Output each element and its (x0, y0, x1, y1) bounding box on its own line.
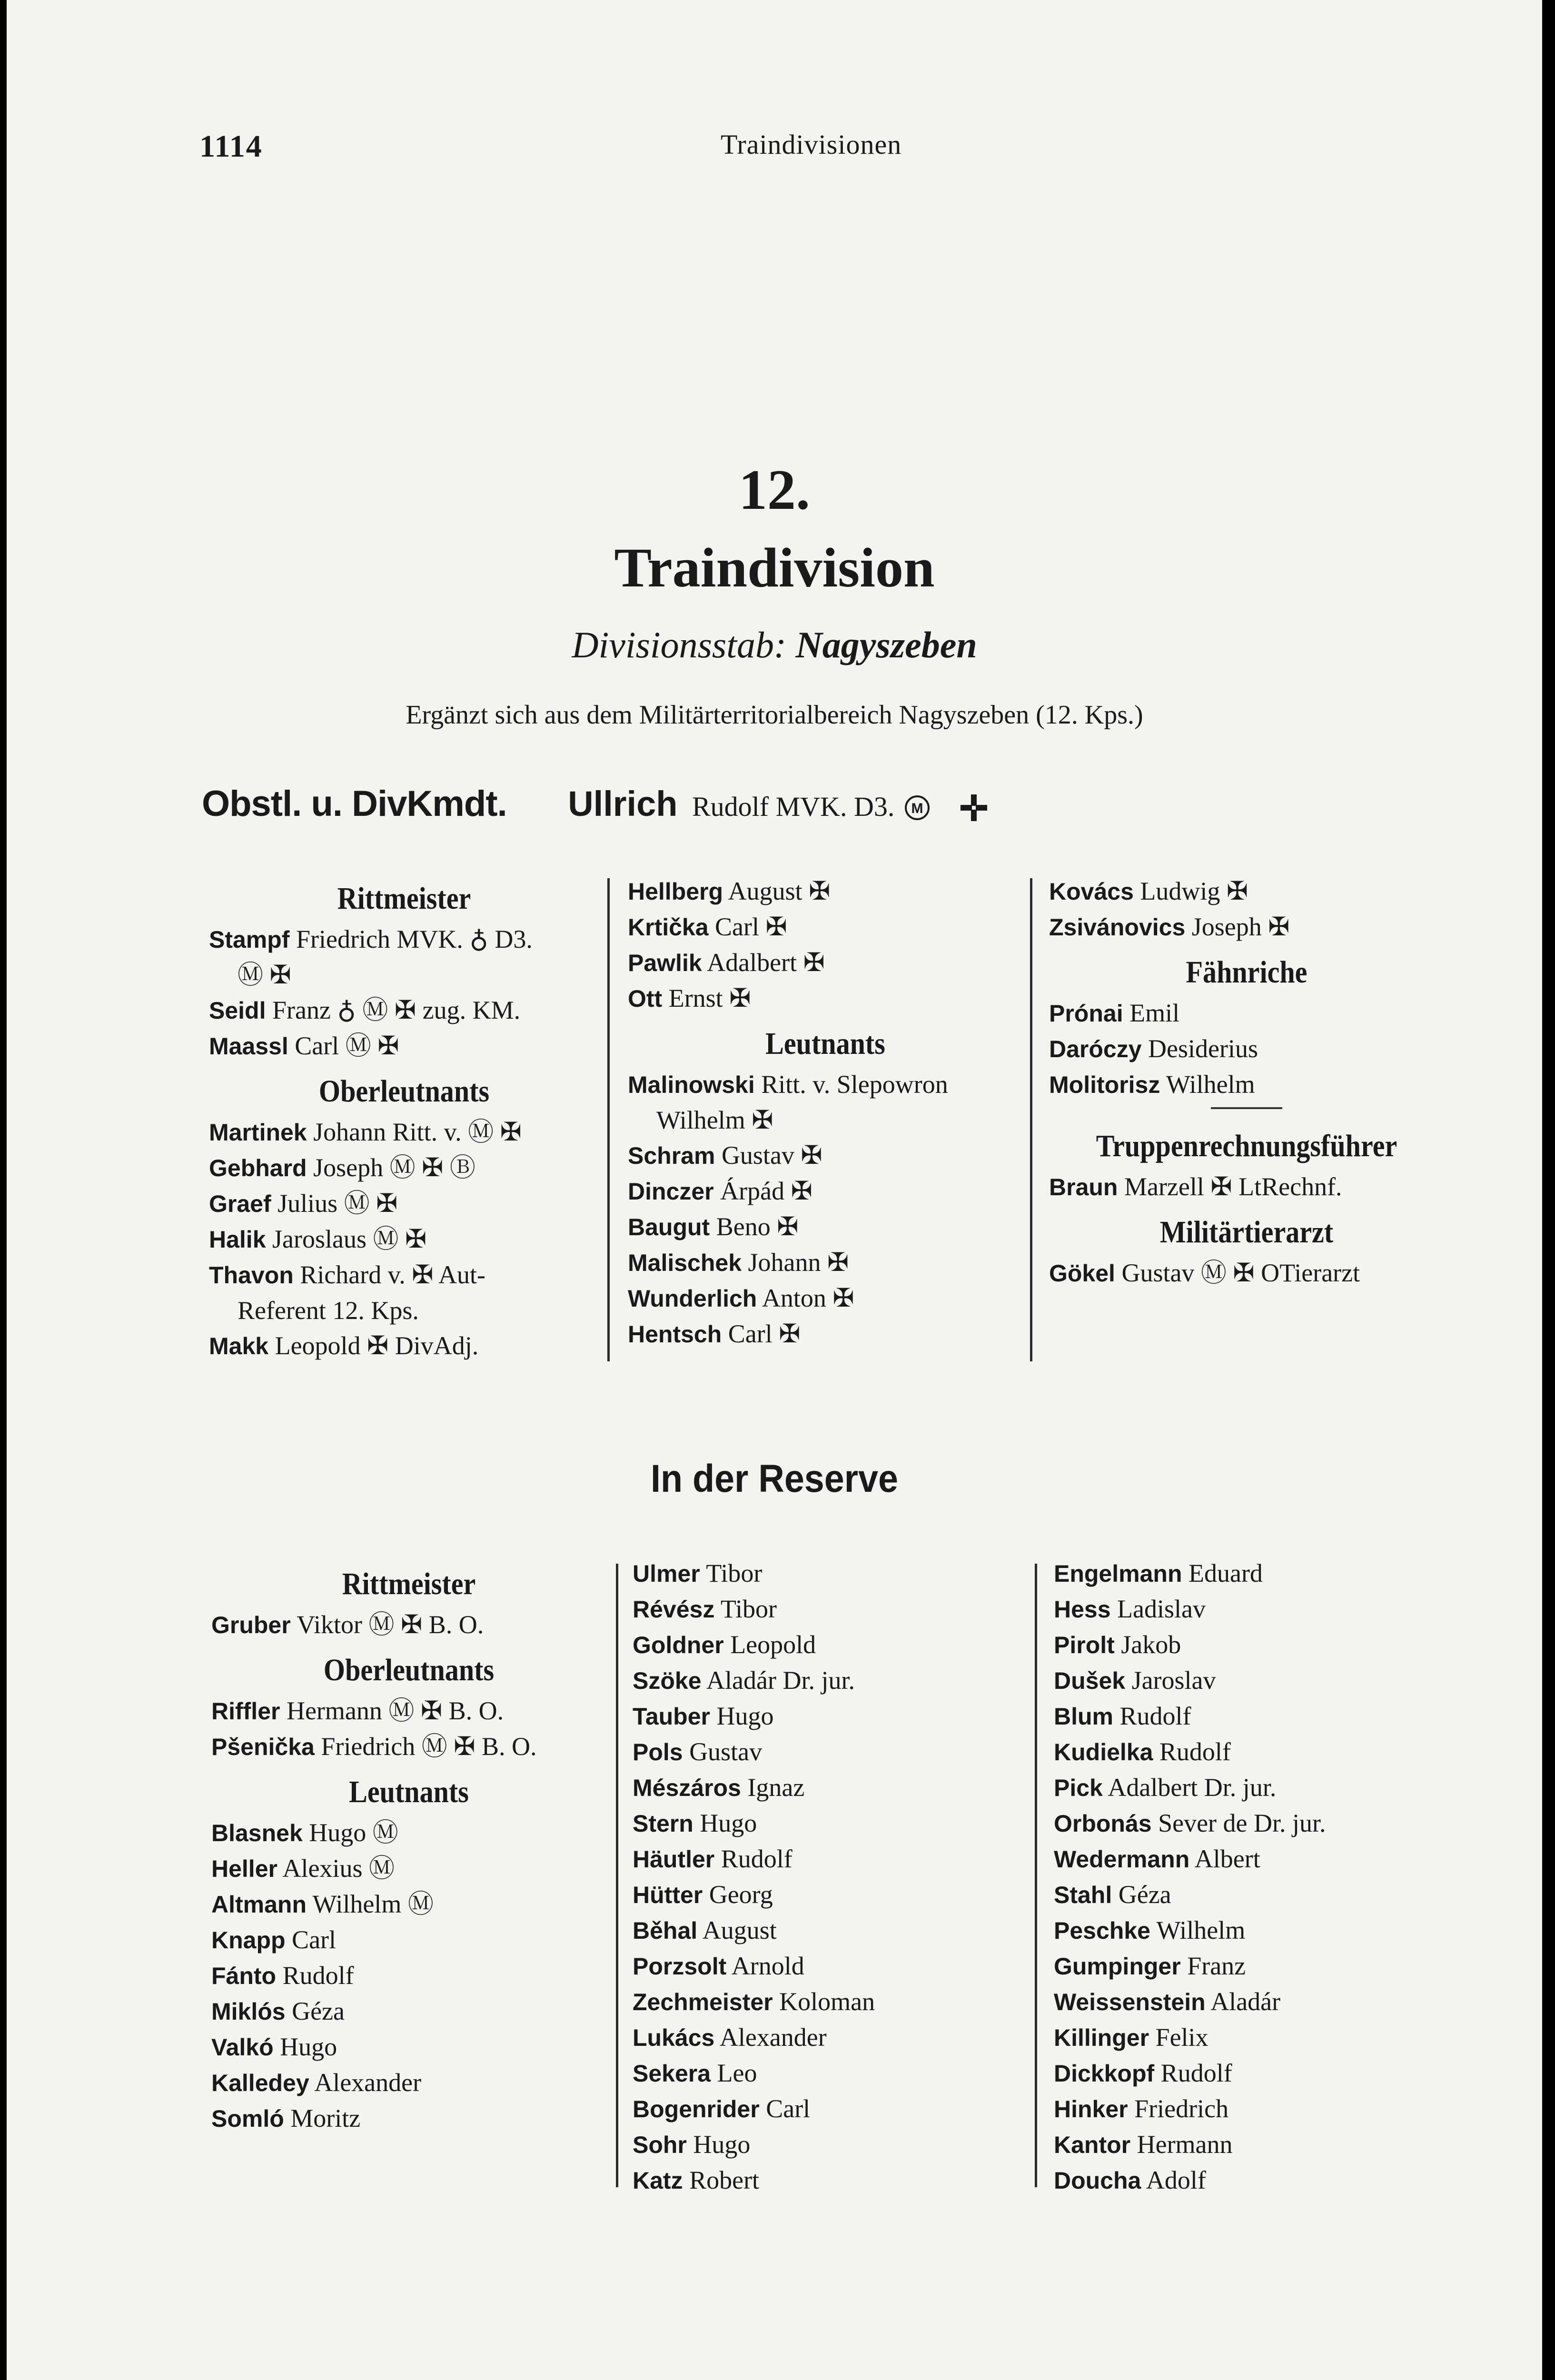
entry-details: Ritt. v. Slepowron (761, 1070, 948, 1099)
entry-surname: Orbonás (1054, 1810, 1152, 1837)
commander-surname: Ullrich (568, 784, 678, 823)
roster-entry (628, 1245, 1023, 1280)
heading-rittmeister: Rittmeister (337, 881, 471, 916)
reserve-column-3 (1054, 1556, 1449, 2198)
entry-surname: Révész (633, 1596, 715, 1623)
entry-details: Adalbert Dr. jur. (1108, 1773, 1277, 1802)
entry-details: Joseph ✠ (1191, 912, 1290, 941)
entry-details: Alexander (719, 2023, 827, 2052)
entry-surname: Zsivánovics (1049, 914, 1186, 941)
roster-entry (211, 1886, 606, 1922)
division-number: 12. (739, 458, 810, 521)
militartierarzt-list (1049, 1255, 1444, 1291)
entry-details: Emil (1129, 999, 1180, 1027)
entry-surname: Kudielka (1054, 1739, 1153, 1765)
roster-entry (1054, 1913, 1449, 1948)
entry-details: Rudolf (1119, 1702, 1191, 1730)
heading-rittmeister: Rittmeister (342, 1567, 476, 1601)
leutnants-list-cont (1049, 873, 1444, 945)
entry-surname: Stampf (209, 926, 290, 953)
entry-surname: Porzsolt (633, 1953, 727, 1980)
divisionsstab-line (7, 624, 1542, 666)
entry-surname: Hinker (1054, 2096, 1128, 2122)
entry-details: Gustav (689, 1737, 763, 1766)
roster-entry (1054, 1556, 1449, 1591)
entry-details: Robert (689, 2166, 760, 2194)
entry-surname: Hentsch (628, 1321, 722, 1348)
column-divider (616, 1564, 618, 2187)
roster-entry (1054, 2020, 1449, 2055)
entry-details: Carl (766, 2094, 811, 2123)
entry-surname: Katz (633, 2167, 683, 2194)
entry-details: Hugo Ⓜ (309, 1818, 398, 1847)
entry-details: Marzell ✠ LtRechnf. (1124, 1172, 1342, 1201)
roster-entry (211, 1607, 606, 1643)
entry-details: Rudolf (282, 1961, 354, 1990)
entry-details: Carl ✠ (728, 1319, 801, 1348)
roster-entry (1054, 1948, 1449, 1984)
roster-entry (633, 1877, 1028, 1913)
entry-surname: Zechmeister (633, 1989, 773, 2015)
roster-entry (211, 2029, 606, 2065)
entry-details: Rudolf (1159, 1737, 1231, 1766)
entry-details: Leo (717, 2059, 757, 2087)
oberleutnants-list (211, 1693, 606, 1765)
entry-surname: Pick (1054, 1775, 1103, 1801)
heading-oberleutnants: Oberleutnants (323, 1653, 495, 1687)
active-column-1 (209, 871, 599, 1364)
entry-details: Ladislav (1117, 1595, 1206, 1623)
entry-details: Carl ✠ (715, 912, 787, 941)
leutnants-list-cont (633, 1556, 1028, 2198)
roster-entry (633, 1841, 1028, 1877)
entry-details: Friedrich MVK. ♁ D3. (296, 925, 533, 953)
roster-entry (209, 1257, 599, 1293)
entry-details: Friedrich (1134, 2094, 1229, 2123)
roster-entry (633, 1663, 1028, 1698)
entry-details: Hugo (693, 2130, 751, 2159)
roster-entry (628, 1102, 1023, 1138)
entry-surname: Seidl (209, 997, 266, 1024)
roster-entry (1049, 995, 1444, 1031)
entry-details: Tibor (720, 1595, 777, 1623)
entry-surname: Doucha (1054, 2167, 1141, 2194)
roster-entry (1054, 1877, 1449, 1913)
roster-entry (211, 1922, 606, 1958)
entry-details: Johann Ritt. v. Ⓜ ✠ (313, 1118, 522, 1146)
entry-surname: Stern (633, 1810, 693, 1837)
heading-truppenrechnungsfuhrer: Truppenrechnungsführer (1096, 1129, 1397, 1163)
entry-details: Ludwig ✠ (1140, 877, 1248, 905)
rittmeister-list (209, 922, 599, 1064)
roster-entry (209, 1028, 599, 1064)
roster-entry (628, 981, 1023, 1016)
entry-details: Wilhelm ✠ (656, 1106, 773, 1134)
entry-surname: Gökel (1049, 1260, 1115, 1287)
entry-surname: Maassl (209, 1033, 288, 1060)
entry-surname: Bogenrider (633, 2096, 760, 2122)
entry-details: Friedrich Ⓜ ✠ B. O. (321, 1732, 537, 1761)
entry-details: Ernst ✠ (668, 984, 751, 1012)
heading-fahnriche: Fähnriche (1186, 955, 1307, 990)
entry-surname: Riffler (211, 1698, 280, 1725)
entry-surname: Makk (209, 1333, 269, 1359)
roster-entry (211, 1851, 606, 1886)
roster-entry (628, 1067, 1023, 1102)
roster-entry (633, 2091, 1028, 2127)
roster-entry (1054, 1841, 1449, 1877)
entry-details: Albert (1194, 1844, 1260, 1873)
entry-surname: Braun (1049, 1174, 1118, 1200)
entry-details: Franz (1187, 1952, 1246, 1980)
roster-entry (1054, 1984, 1449, 2020)
entry-details: Franz ♁ Ⓜ ✠ zug. KM. (272, 996, 521, 1024)
commander-rank: Obstl. u. DivKmdt. (202, 783, 507, 824)
entry-details: Gustav ✠ (721, 1141, 822, 1170)
roster-entry (1054, 1805, 1449, 1841)
entry-surname: Peschke (1054, 1917, 1150, 1944)
roster-entry (1054, 2162, 1449, 2198)
commander-line (202, 783, 989, 825)
entry-surname: Wunderlich (628, 1285, 757, 1312)
running-title: Traindivisionen (721, 129, 902, 160)
entry-surname: Graef (209, 1190, 271, 1217)
entry-surname: Miklós (211, 1998, 286, 2025)
divisionsstab-place: Nagyszeben (795, 624, 977, 665)
roster-entry (1049, 1031, 1444, 1067)
entry-details: Géza (292, 1997, 345, 2025)
roster-entry (1054, 1627, 1449, 1663)
roster-entry (633, 1556, 1028, 1591)
entry-surname: Ulmer (633, 1560, 700, 1587)
entry-surname: Goldner (633, 1632, 724, 1658)
entry-surname: Gruber (211, 1612, 291, 1638)
roster-entry (633, 1805, 1028, 1841)
entry-surname: Gumpinger (1054, 1953, 1181, 1980)
roster-entry (633, 1770, 1028, 1805)
reserve-column-2 (633, 1556, 1028, 2198)
entry-details: Aladár Dr. jur. (706, 1666, 855, 1695)
roster-entry (1054, 1734, 1449, 1770)
entry-surname: Hütter (633, 1882, 703, 1908)
roster-entry (1054, 2091, 1449, 2127)
entry-surname: Baugut (628, 1214, 710, 1240)
entry-surname: Tauber (633, 1703, 710, 1730)
entry-details: Koloman (779, 1987, 875, 2016)
entry-surname: Killinger (1054, 2024, 1149, 2051)
entry-details: Adalbert ✠ (707, 948, 825, 977)
entry-details: Hugo (716, 1702, 774, 1730)
heading-leutnants: Leutnants (349, 1775, 469, 1809)
entry-details: Desiderius (1148, 1034, 1258, 1063)
entry-details: Hermann Ⓜ ✠ B. O. (286, 1696, 504, 1725)
leutnants-list (211, 1815, 606, 2136)
roster-entry (633, 1913, 1028, 1948)
entry-surname: Sohr (633, 2132, 687, 2158)
entry-details: Johann ✠ (748, 1248, 849, 1277)
entry-surname: Thavon (209, 1262, 294, 1289)
roster-entry (633, 1948, 1028, 1984)
roster-entry (628, 1280, 1023, 1316)
entry-surname: Fánto (211, 1963, 277, 1989)
roster-entry (209, 1150, 599, 1186)
entry-surname: Blasnek (211, 1820, 303, 1846)
truppenrechnungsfuhrer-list (1049, 1169, 1444, 1205)
roster-entry (211, 1815, 606, 1851)
entry-details: Hugo (280, 2033, 337, 2061)
heading-leutnants: Leutnants (765, 1026, 885, 1061)
entry-surname: Pirolt (1054, 1632, 1115, 1658)
entry-surname: Mészáros (633, 1775, 741, 1801)
entry-details: Árpád ✠ (720, 1177, 812, 1205)
roster-entry (211, 2101, 606, 2136)
entry-surname: Ott (628, 985, 663, 1012)
entry-details: Hugo (700, 1809, 757, 1837)
entry-surname: Heller (211, 1855, 277, 1882)
entry-surname: Schram (628, 1142, 715, 1169)
entry-details: Hermann (1137, 2130, 1233, 2159)
roster-entry (209, 1328, 599, 1364)
entry-surname: Kantor (1054, 2132, 1131, 2158)
entry-details: Wilhelm Ⓜ (312, 1890, 434, 1918)
entry-details: Ignaz (747, 1773, 805, 1802)
roster-entry (633, 1698, 1028, 1734)
entry-surname: Pšenička (211, 1734, 315, 1760)
roster-entry (1049, 1255, 1444, 1291)
entry-details: Adolf (1146, 2166, 1206, 2194)
entry-details: Viktor Ⓜ ✠ B. O. (297, 1610, 484, 1639)
entry-details: August (702, 1916, 777, 1944)
entry-details: Rudolf (1160, 2059, 1232, 2087)
document-page (7, 0, 1542, 2380)
entry-details: Rudolf (721, 1844, 792, 1873)
entry-details: Joseph Ⓜ ✠ Ⓑ (313, 1153, 475, 1182)
roster-entry (1049, 1169, 1444, 1205)
entry-surname: Stahl (1054, 1882, 1112, 1908)
heading-oberleutnants: Oberleutnants (318, 1074, 490, 1109)
entry-details: Carl Ⓜ ✠ (295, 1031, 399, 1060)
entry-details: Wilhelm (1156, 1916, 1246, 1944)
entry-details: Richard v. ✠ Aut- (300, 1260, 485, 1289)
entry-details: Leopold ✠ DivAdj. (275, 1331, 479, 1360)
roster-entry (209, 1186, 599, 1221)
roster-entry (1054, 1663, 1449, 1698)
entry-surname: Molitorisz (1049, 1071, 1160, 1098)
entry-details: Aladár (1210, 1987, 1281, 2016)
roster-entry (633, 2162, 1028, 2198)
reserve-heading: In der Reserve (650, 1457, 898, 1500)
entry-details: August ✠ (728, 877, 831, 905)
entry-surname: Prónai (1049, 1000, 1123, 1027)
entry-details: Alexander (314, 2068, 422, 2097)
oberleutnants-list (209, 1114, 599, 1364)
roster-entry (628, 1209, 1023, 1245)
entry-surname: Weissenstein (1054, 1989, 1206, 2015)
entry-surname: Sekera (633, 2060, 711, 2087)
roster-entry (211, 1693, 606, 1729)
roster-entry (209, 992, 599, 1028)
roster-entry (628, 1316, 1023, 1352)
reserve-column-1 (211, 1557, 606, 2136)
entry-surname: Daróczy (1049, 1036, 1142, 1062)
heading-militartierarzt: Militärtierarzt (1159, 1215, 1334, 1250)
entry-surname: Dušek (1054, 1667, 1126, 1694)
entry-surname: Kovács (1049, 878, 1134, 905)
entry-surname: Gebhard (209, 1155, 307, 1181)
entry-details: Géza (1118, 1880, 1171, 1909)
entry-surname: Dickkopf (1054, 2060, 1155, 2087)
entry-details: Referent 12. Kps. (238, 1296, 419, 1325)
entry-details: Alexius Ⓜ (282, 1854, 395, 1883)
entry-details: Gustav Ⓜ ✠ OTierarzt (1121, 1259, 1360, 1287)
entry-surname: Pawlik (628, 950, 702, 976)
roster-entry (633, 1984, 1028, 2020)
roster-entry (628, 1173, 1023, 1209)
entry-details: Georg (709, 1880, 773, 1909)
entry-details: Jakob (1121, 1630, 1181, 1659)
commander-details: Rudolf MVK. D3. (692, 791, 895, 822)
roster-entry (209, 1114, 599, 1150)
entry-details: Jaroslav (1131, 1666, 1216, 1695)
leutnants-list (628, 1067, 1023, 1352)
entry-details: Tibor (706, 1559, 763, 1587)
entry-details: Eduard (1188, 1559, 1263, 1587)
roster-entry (1054, 1770, 1449, 1805)
entry-surname: Kalledey (211, 2070, 309, 2096)
roster-entry (1054, 1591, 1449, 1627)
roster-entry (209, 957, 599, 992)
entry-surname: Halik (209, 1226, 266, 1253)
svg-text:M: M (911, 801, 923, 817)
entry-surname: Lukács (633, 2024, 715, 2051)
roster-entry (1054, 2055, 1449, 2091)
roster-entry (1054, 2127, 1449, 2162)
entry-surname: Dinczer (628, 1178, 714, 1205)
entry-surname: Somló (211, 2105, 284, 2132)
divisionsstab-label: Divisionsstab: (572, 624, 786, 665)
roster-entry (1049, 1067, 1444, 1102)
entry-surname: Běhal (633, 1917, 698, 1944)
page-number: 1114 (199, 129, 263, 164)
entry-details: Wilhelm (1166, 1070, 1255, 1099)
entry-details: Arnold (731, 1952, 804, 1980)
column-divider (607, 878, 610, 1361)
roster-entry (209, 1293, 599, 1328)
entry-details: Sever de Dr. jur. (1158, 1809, 1326, 1837)
erganzt-line: Ergänzt sich aus dem Militärterritorialbereich Nagyszeben (12. Kps.) (406, 700, 1143, 730)
active-column-3 (1049, 873, 1444, 1291)
entry-surname: Krtička (628, 914, 709, 941)
entry-surname: Knapp (211, 1927, 286, 1954)
roster-entry (633, 2055, 1028, 2091)
rittmeister-list-cont (628, 873, 1023, 1016)
entry-details: Anton ✠ (762, 1284, 854, 1312)
entry-surname: Pols (633, 1739, 683, 1765)
entry-surname: Hellberg (628, 878, 723, 905)
roster-entry (633, 2127, 1028, 2162)
roster-entry (633, 1627, 1028, 1663)
roster-entry (1049, 873, 1444, 909)
roster-entry (211, 1729, 606, 1765)
entry-surname: Engelmann (1054, 1560, 1182, 1587)
entry-surname: Häutler (633, 1846, 715, 1873)
section-rule (1211, 1107, 1282, 1109)
entry-surname: Altmann (211, 1891, 307, 1918)
leutnants-list-cont (1054, 1556, 1449, 2198)
roster-entry (628, 945, 1023, 981)
roster-entry (211, 2065, 606, 2101)
entry-surname: Martinek (209, 1119, 307, 1146)
entry-details: Leopold (730, 1630, 816, 1659)
entry-surname: Malinowski (628, 1071, 755, 1098)
fahnriche-list (1049, 995, 1444, 1102)
roster-entry (209, 1221, 599, 1257)
entry-details: Felix (1155, 2023, 1208, 2052)
entry-surname: Szöke (633, 1667, 702, 1694)
roster-entry (628, 873, 1023, 909)
entry-surname: Valkó (211, 2034, 274, 2061)
entry-details: Moritz (290, 2104, 361, 2132)
entry-details: Beno ✠ (716, 1212, 799, 1241)
entry-details: Julius Ⓜ ✠ (277, 1189, 398, 1218)
column-divider (1035, 1564, 1037, 2187)
roster-entry (628, 909, 1023, 945)
roster-entry (1054, 1698, 1449, 1734)
entry-details: Jaroslaus Ⓜ ✠ (272, 1225, 427, 1253)
roster-entry (633, 1591, 1028, 1627)
medal-m-icon (903, 794, 931, 822)
cross-icon (959, 793, 989, 823)
roster-entry (628, 1138, 1023, 1173)
entry-surname: Hess (1054, 1596, 1111, 1623)
column-divider (1030, 878, 1032, 1361)
entry-surname: Blum (1054, 1703, 1113, 1730)
entry-details: Carl (292, 1925, 337, 1954)
roster-entry (211, 1993, 606, 2029)
rittmeister-list (211, 1607, 606, 1643)
active-column-2 (628, 873, 1023, 1352)
roster-entry (1049, 909, 1444, 945)
division-title: Traindivision (614, 536, 935, 599)
roster-entry (209, 922, 599, 957)
entry-surname: Wedermann (1054, 1846, 1190, 1873)
roster-entry (633, 1734, 1028, 1770)
entry-surname: Malischek (628, 1250, 742, 1276)
entry-details: Ⓜ ✠ (238, 961, 291, 989)
roster-entry (211, 1958, 606, 1993)
roster-entry (633, 2020, 1028, 2055)
